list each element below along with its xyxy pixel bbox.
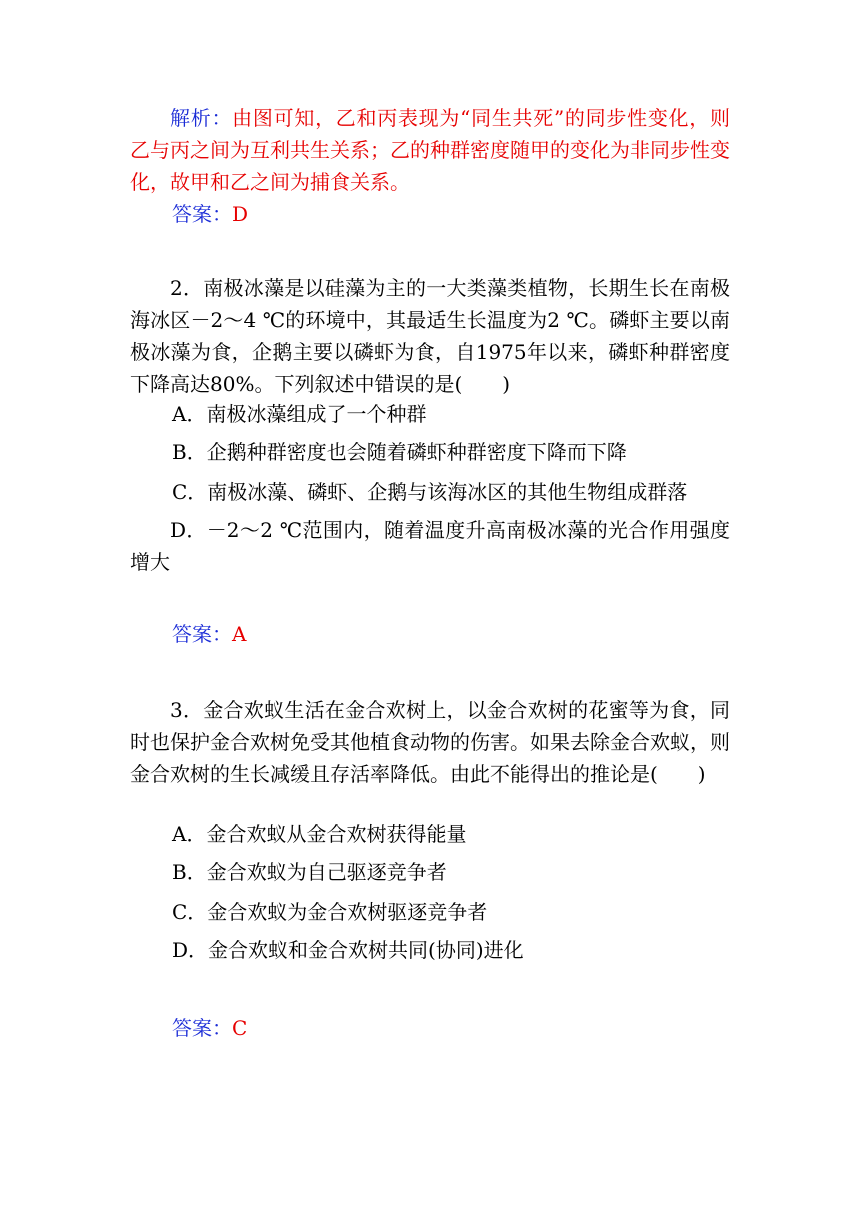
- answer-1: [172, 198, 248, 230]
- question-2-option-d: D．－2～2 ℃范围内，随着温度升高南极冰藻的光合作用强度增大: [130, 518, 730, 574]
- question-2-option-a: A．南极冰藻组成了一个种群: [172, 402, 427, 426]
- question-3-stem: 3．金合欢蚁生活在金合欢树上，以金合欢树的花蜜等为食，同时也保护金合欢树免受其他植食动物的伤害。如果去除金合欢蚁，则金合欢树的生长减缓且存活率降低。由此不能得出的推论是( ): [130, 698, 730, 786]
- answer-1-label: 答案：: [172, 202, 232, 226]
- question-2-option-c: C．南极冰藻、磷虾、企鹅与该海冰区的其他生物组成群落: [172, 480, 688, 504]
- answer-2-label: 答案：: [172, 622, 232, 646]
- analysis-paragraph: [130, 102, 730, 198]
- question-3-option-d: D．金合欢蚁和金合欢树共同(协同)进化: [172, 938, 524, 962]
- question-3-option-a: A．金合欢蚁从金合欢树获得能量: [172, 822, 467, 846]
- answer-3-value: C: [232, 1016, 248, 1040]
- question-2-option-b: B．企鹅种群密度也会随着磷虾种群密度下降而下降: [172, 440, 627, 464]
- answer-1-value: D: [232, 202, 249, 226]
- analysis-label: 解析：: [170, 106, 233, 130]
- question-3-option-c: C．金合欢蚁为金合欢树驱逐竞争者: [172, 900, 488, 924]
- answer-2: [172, 618, 246, 650]
- answer-2-value: A: [232, 622, 247, 646]
- question-2-stem: 2．南极冰藻是以硅藻为主的一大类藻类植物，长期生长在南极海冰区－2～4 ℃的环境中，其最适生长温度为2 ℃。磷虾主要以南极冰藻为食，企鹅主要以磷虾为食，自1975年以来，磷虾种群密度下降高达80%。下列叙述中错误的是( ): [130, 276, 730, 396]
- question-3-option-b: B．金合欢蚁为自己驱逐竞争者: [172, 860, 447, 884]
- answer-3-label: 答案：: [172, 1016, 232, 1040]
- answer-3: [172, 1012, 247, 1044]
- analysis-text: 由图可知，乙和丙表现为“同生共死”的同步性变化，则乙与丙之间为互利共生关系；乙的种群密度随甲的变化为非同步性变化，故甲和乙之间为捕食关系。: [130, 106, 730, 194]
